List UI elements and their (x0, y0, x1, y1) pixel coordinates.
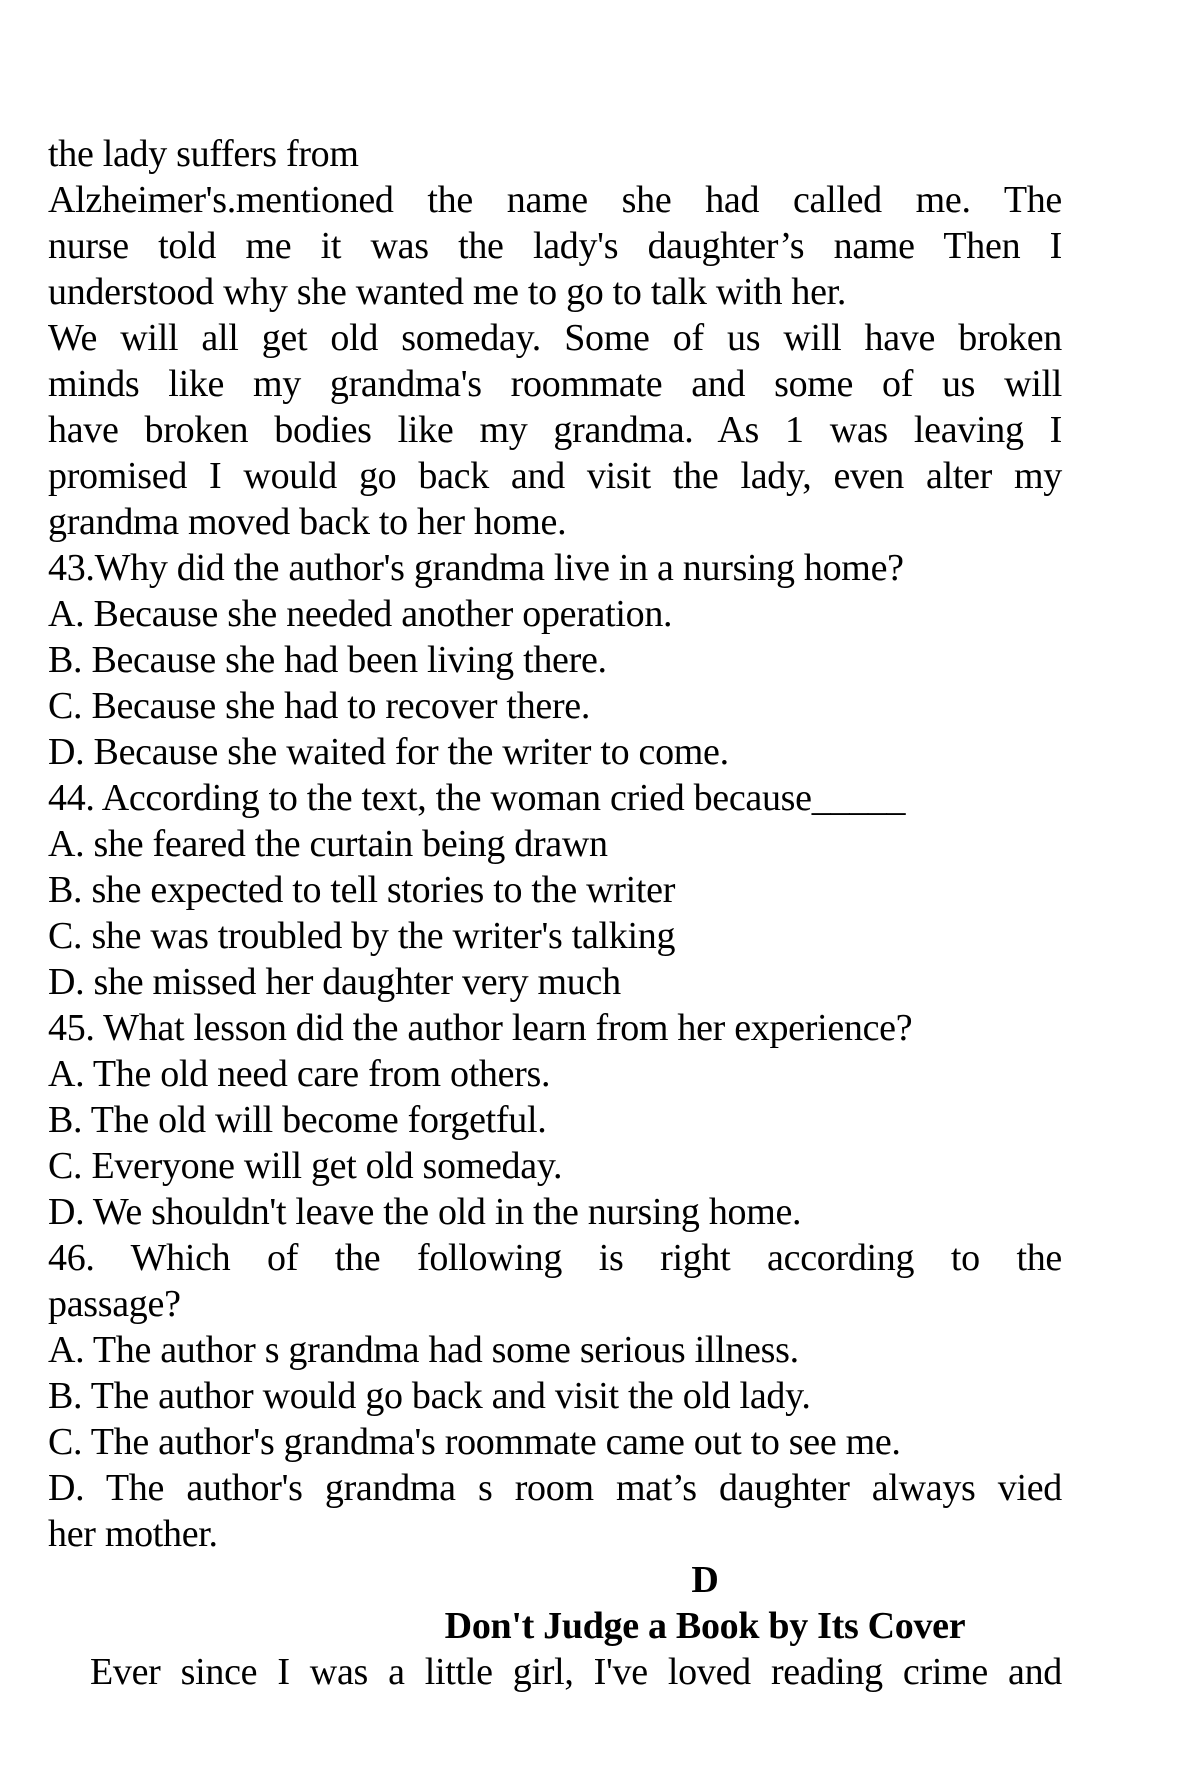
paragraph-line: understood why she wanted me to go to talk with her. (48, 271, 847, 313)
option-d: D. she missed her daughter very much (48, 961, 621, 1003)
paragraph-line: the lady suffers from (48, 133, 359, 175)
section-label: D (691, 1559, 719, 1601)
option-c: C. she was troubled by the writer's talking (48, 915, 676, 957)
paragraph-line: Alzheimer's.mentioned the name she had called me. The (48, 179, 1062, 221)
passage-title: Don't Judge a Book by Its Cover (444, 1605, 966, 1647)
option-d: D. Because she waited for the writer to come. (48, 731, 729, 773)
option-d: D. The author's grandma s room mat’s daughter always vied (48, 1467, 1062, 1509)
option-c: C. Everyone will get old someday. (48, 1145, 563, 1187)
option-b: B. Because she had been living there. (48, 639, 607, 681)
question-stem: 46. Which of the following is right according to the (48, 1237, 1062, 1279)
option-d: D. We shouldn't leave the old in the nursing home. (48, 1191, 802, 1233)
option-a: A. she feared the curtain being drawn (48, 823, 608, 865)
paragraph-line: Ever since I was a little girl, I've loved reading crime and (90, 1651, 1062, 1693)
option-a: A. The author s grandma had some serious illness. (48, 1329, 799, 1371)
option-c: C. Because she had to recover there. (48, 685, 591, 727)
passage-d-title (48, 1603, 1062, 1649)
question-stem: 43.Why did the author's grandma live in a nursing home? (48, 547, 904, 589)
option-b: B. The author would go back and visit the old lady. (48, 1375, 811, 1417)
question-stem: 44. According to the text, the woman cried because_____ (48, 777, 906, 819)
paragraph-line: promised I would go back and visit the lady, even alter my (48, 455, 1062, 497)
passage-d-opening-paragraph (48, 1649, 1062, 1695)
paragraph-line: nurse told me it was the lady's daughter’s name Then I (48, 225, 1062, 267)
paragraph-line: have broken bodies like my grandma. As 1 was leaving I (48, 409, 1062, 451)
paragraph-line: grandma moved back to her home. (48, 501, 567, 543)
option-c: C. The author's grandma's roommate came out to see me. (48, 1421, 901, 1463)
question-43 (48, 545, 1062, 775)
question-45 (48, 1005, 1062, 1235)
passage-c-final-paragraph (48, 315, 1062, 545)
option-b: B. she expected to tell stories to the writer (48, 869, 676, 911)
passage-c-continuation-paragraph (48, 131, 1062, 315)
question-stem: 45. What lesson did the author learn from her experience? (48, 1007, 913, 1049)
paragraph-line: minds like my grandma's roommate and some of us will (48, 363, 1062, 405)
option-d-continuation: her mother. (48, 1513, 218, 1555)
option-b: B. The old will become forgetful. (48, 1099, 547, 1141)
question-44 (48, 775, 1062, 1005)
option-a: A. Because she needed another operation. (48, 593, 673, 635)
section-d-heading (48, 1557, 1062, 1603)
question-46 (48, 1235, 1062, 1557)
question-stem-continuation: passage? (48, 1283, 181, 1325)
option-a: A. The old need care from others. (48, 1053, 551, 1095)
paragraph-line: We will all get old someday. Some of us will have broken (48, 317, 1062, 359)
